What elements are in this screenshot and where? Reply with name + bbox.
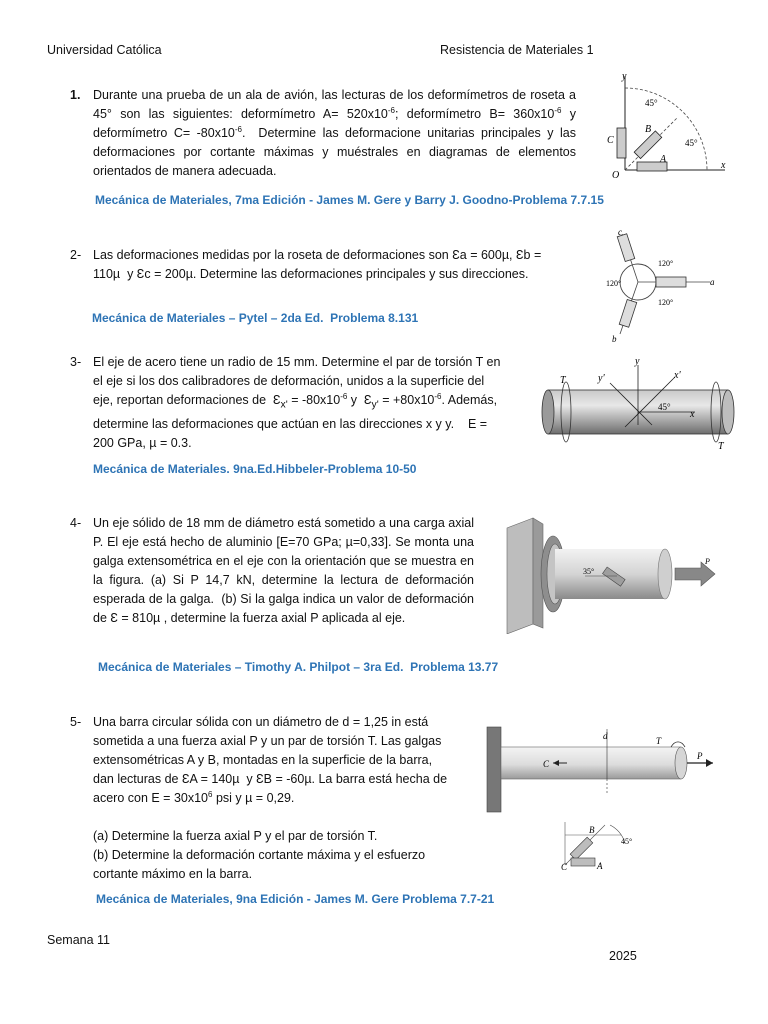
problem-5-reference: Mecánica de Materiales, 9na Edición - James M. Gere Problema 7.7-21	[96, 892, 495, 906]
problem-5-number: 5-	[70, 715, 82, 729]
fig3-label-x: x	[690, 409, 695, 420]
problem-2-figure	[600, 226, 725, 344]
problem-1-figure	[597, 70, 747, 180]
fig3-label-yprime: y'	[598, 373, 605, 384]
problem-2-reference: Mecánica de Materiales – Pytel – 2da Ed. Problema 8.131	[92, 311, 419, 325]
fig3-label-T-left: T	[560, 375, 566, 386]
fig5-label-B: B	[589, 825, 595, 835]
header-left: Universidad Católica	[47, 43, 162, 57]
fig2-label-c: c	[618, 227, 622, 237]
fig5-label-45: 45°	[621, 837, 633, 846]
problem-3-reference: Mecánica de Materiales. 9na.Ed.Hibbeler-Problema 10-50	[93, 462, 417, 476]
fig1-label-45-top: 45°	[645, 98, 658, 108]
header-right: Resistencia de Materiales 1	[440, 43, 594, 57]
problem-1-reference: Mecánica de Materiales, 7ma Edición - James M. Gere y Barry J. Goodno-Problema 7.7.15	[95, 193, 604, 207]
problem-3-text: El eje de acero tiene un radio de 15 mm. Determine el par de torsión T en el eje si los dos calibradores de deformación, unidos a la superficie del eje, reportan deformaciones de $Ɛ_{x'} = -80x10^{-6}$ y $Ɛ_{y'} = +80x10^{-6}$. Además, determine las deformaciones que actúan en las direcciones x y y. E = 200 GPa, µ = 0.3.	[93, 355, 501, 450]
fig3-label-T-right: T	[718, 441, 724, 452]
fig1-label-A: A	[660, 154, 667, 165]
problem-2-number: 2-	[70, 248, 82, 262]
fig4-label-35: 35°	[583, 567, 595, 576]
problem-3-number: 3-	[70, 355, 82, 369]
problem-1-text: Durante una prueba de un ala de avión, las lecturas de los deformímetros de roseta a 45° son las siguientes: deformímetro $A= 520x10^{-6}$; deformímetro $B= 360x10^{-6}$ y deformímetro $C= -80x10^{-6}$. Determine las deformacione unitarias principales y las deformaciones por cortante máximas y muéstrales en diagramas de elementos orientados de manera adecuada.	[93, 88, 576, 178]
fig1-label-y: y	[622, 71, 627, 82]
fig2-label-b: b	[612, 334, 617, 344]
problem-4-reference: Mecánica de Materiales – Timothy A. Philpot – 3ra Ed. Problema 13.77	[98, 660, 499, 674]
fig3-label-45: 45°	[658, 402, 671, 412]
fig5-label-C-top: C	[543, 759, 550, 769]
fig2-label-a: a	[710, 277, 715, 287]
problem-5-text: Una barra circular sólida con un diámetro de d = 1,25 in está sometida a una fuerza axial P y un par de torsión T. Las galgas extensométricas A y B, montadas en la superficie de la barra, dan lecturas de ƐA = 140µ y ƐB = -60µ. La barra está hecha de acero con $E = 30x10^6$ psi y µ = 0,29. (a) Determine la fuerza axial P y el par de torsión T. (b) Determine la deformación cortante máxima y el esfuerzo cortante máximo en la barra.	[93, 715, 448, 881]
fig5-label-C: C	[561, 862, 568, 872]
problem-4-text: Un eje sólido de 18 mm de diámetro está sometido a una carga axial P. El eje está hecho de aluminio [E=70 GPa; µ=0,33]. Se monta una galga extensométrica en el eje con la orientación que se muestra en la figura. (a) Si P 14,7 kN, determine la lectura de deformación esperada de la galga. (b) Si la galga indica un valor de deformación de Ɛ = 810µ , determine la fuerza axial P aplicada al eje.	[93, 516, 474, 625]
fig5-label-P: P	[697, 751, 703, 761]
footer-left: Semana 11	[47, 933, 111, 947]
fig3-label-xprime: x'	[674, 370, 681, 381]
footer-right: 2025	[609, 949, 637, 963]
problem-3-figure	[540, 355, 740, 453]
problem-4-number: 4-	[70, 516, 82, 530]
fig4-label-P: P	[705, 557, 710, 566]
fig1-label-B: B	[645, 124, 652, 135]
fig1-label-x: x	[721, 160, 726, 171]
fig1-label-45-right: 45°	[685, 138, 698, 148]
fig5-label-d: d	[603, 731, 608, 741]
fig2-label-120-top: 120°	[658, 259, 674, 268]
fig5-label-T: T	[656, 736, 662, 746]
fig2-label-120-bottom: 120°	[658, 298, 674, 307]
fig5-label-A: A	[597, 861, 603, 871]
fig1-label-C: C	[607, 135, 614, 146]
fig3-label-y: y	[635, 356, 640, 367]
problem-4-figure	[505, 516, 720, 634]
problem-1-number: 1.	[70, 88, 81, 102]
problem-5-figure	[485, 717, 720, 872]
fig1-label-O: O	[612, 170, 620, 180]
problem-2-text: Las deformaciones medidas por la roseta de deformaciones son Ɛa = 600µ, Ɛb = 110µ y Ɛc = 200µ. Determine las deformaciones principales y sus direcciones.	[93, 248, 542, 281]
fig2-label-120-left: 120°	[606, 279, 622, 288]
